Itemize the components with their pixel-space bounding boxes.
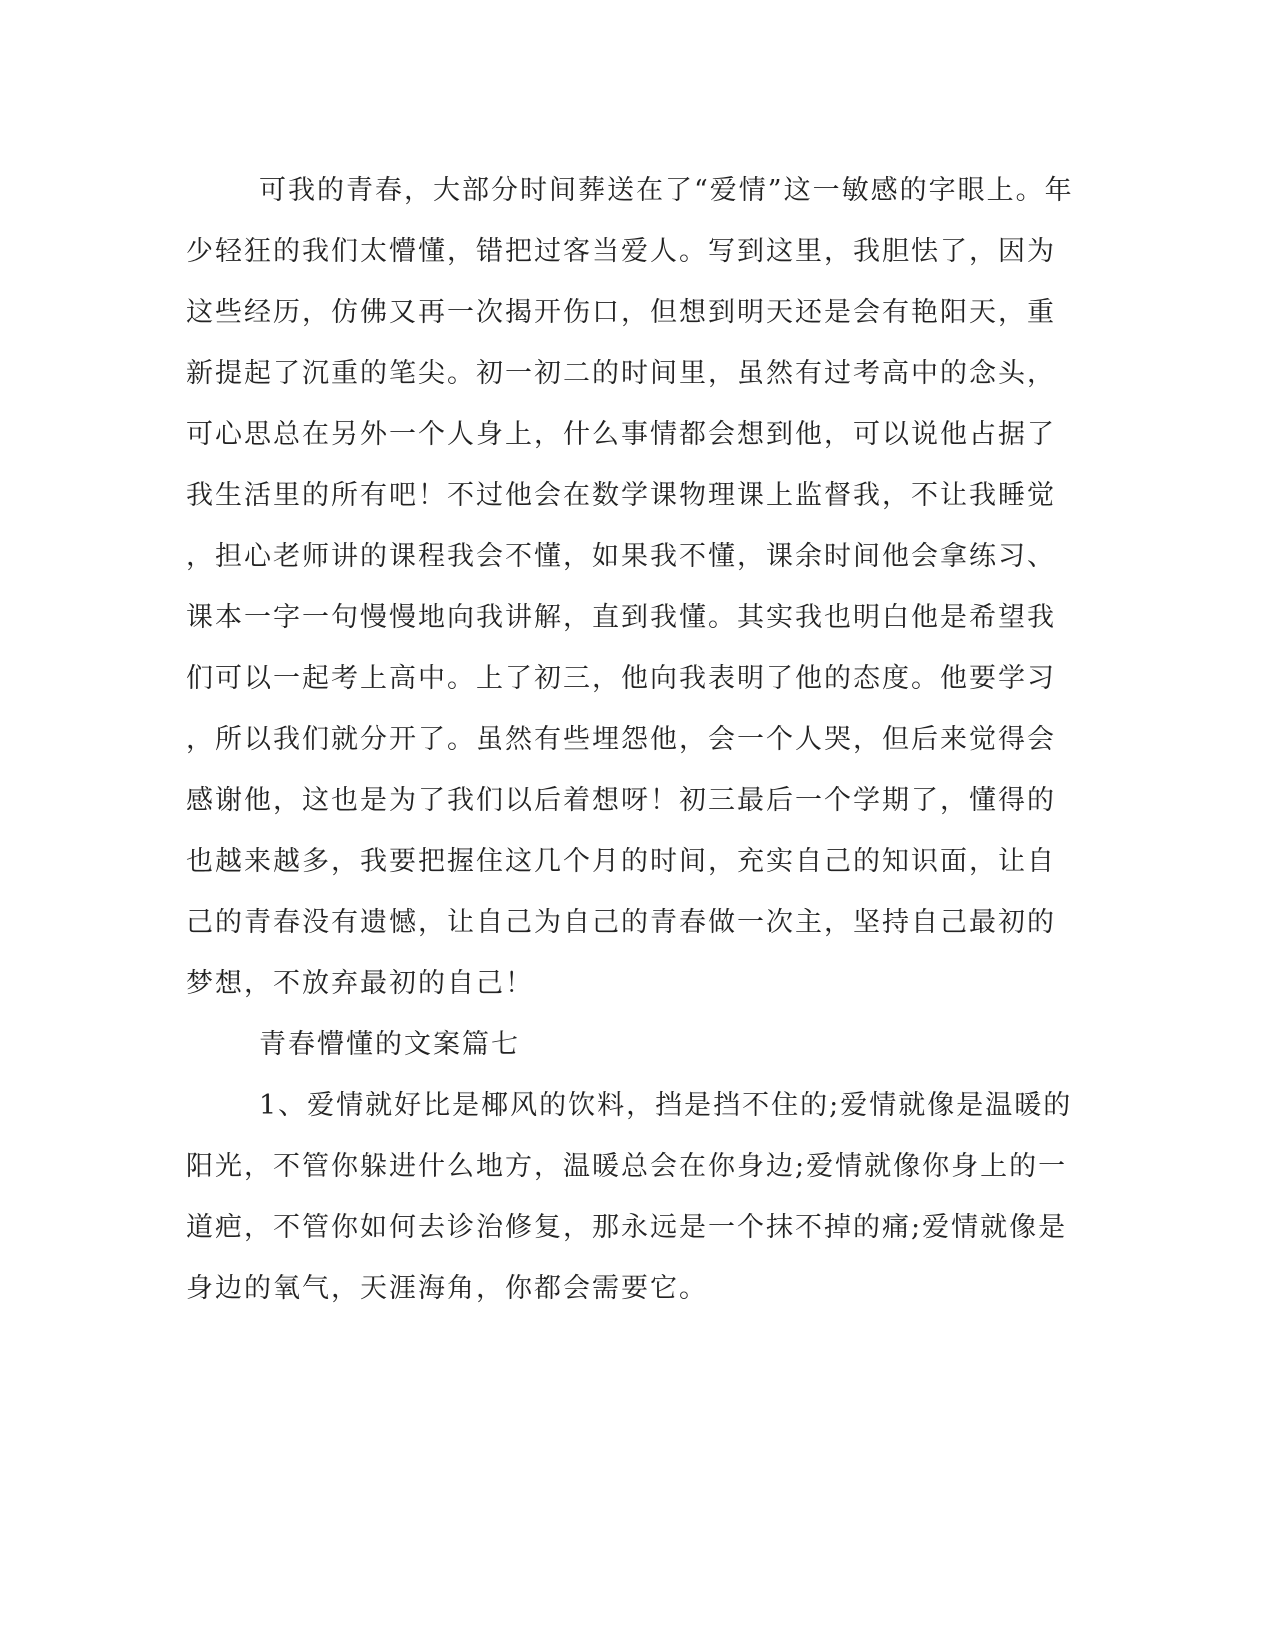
paragraph-line: 梦想，不放弃最初的自己！ (186, 968, 534, 999)
paragraph-line: 也越来越多，我要把握住这几个月的时间，充实自己的知识面，让自 (186, 846, 1056, 877)
paragraph-line: 身边的氧气，天涯海角，你都会需要它。 (186, 1273, 708, 1304)
paragraph-line: 可心思总在另外一个人身上，什么事情都会想到他，可以说他占据了 (186, 419, 1056, 450)
paragraph-2 (186, 1075, 1086, 1319)
paragraph-line: 阳光，不管你躲进什么地方，温暖总会在你身边;爱情就像你身上的一 (186, 1151, 1068, 1182)
paragraph-line: ，所以我们就分开了。虽然有些埋怨他，会一个人哭，但后来觉得会 (186, 724, 1056, 755)
document-body (186, 160, 1086, 1319)
paragraph-line: 1、爱情就好比是椰风的饮料，挡是挡不住的;爱情就像是温暖的 (259, 1090, 1073, 1121)
paragraph-line: 我生活里的所有吧！不过他会在数学课物理课上监督我，不让我睡觉 (186, 480, 1056, 511)
paragraph-line: 们可以一起考上高中。上了初三，他向我表明了他的态度。他要学习 (186, 663, 1056, 694)
paragraph-line: 少轻狂的我们太懵懂，错把过客当爱人。写到这里，我胆怯了，因为 (186, 236, 1056, 267)
paragraph-line: 己的青春没有遗憾，让自己为自己的青春做一次主，坚持自己最初的 (186, 907, 1056, 938)
paragraph-1 (186, 160, 1086, 1014)
paragraph-line: 道疤，不管你如何去诊治修复，那永远是一个抹不掉的痛;爱情就像是 (186, 1212, 1068, 1243)
paragraph-line: 课本一字一句慢慢地向我讲解，直到我懂。其实我也明白他是希望我 (186, 602, 1056, 633)
paragraph-line: 新提起了沉重的笔尖。初一初二的时间里，虽然有过考高中的念头， (186, 358, 1056, 389)
paragraph-line: ，担心老师讲的课程我会不懂，如果我不懂，课余时间他会拿练习、 (186, 541, 1056, 572)
paragraph-line: 感谢他，这也是为了我们以后着想呀！初三最后一个学期了，懂得的 (186, 785, 1056, 816)
paragraph-line: 这些经历，仿佛又再一次揭开伤口，但想到明天还是会有艳阳天，重 (186, 297, 1056, 328)
section-heading: 青春懵懂的文案篇七 (259, 1029, 520, 1060)
paragraph-line: 可我的青春，大部分时间葬送在了“爱情”这一敏感的字眼上。年 (259, 175, 1074, 206)
